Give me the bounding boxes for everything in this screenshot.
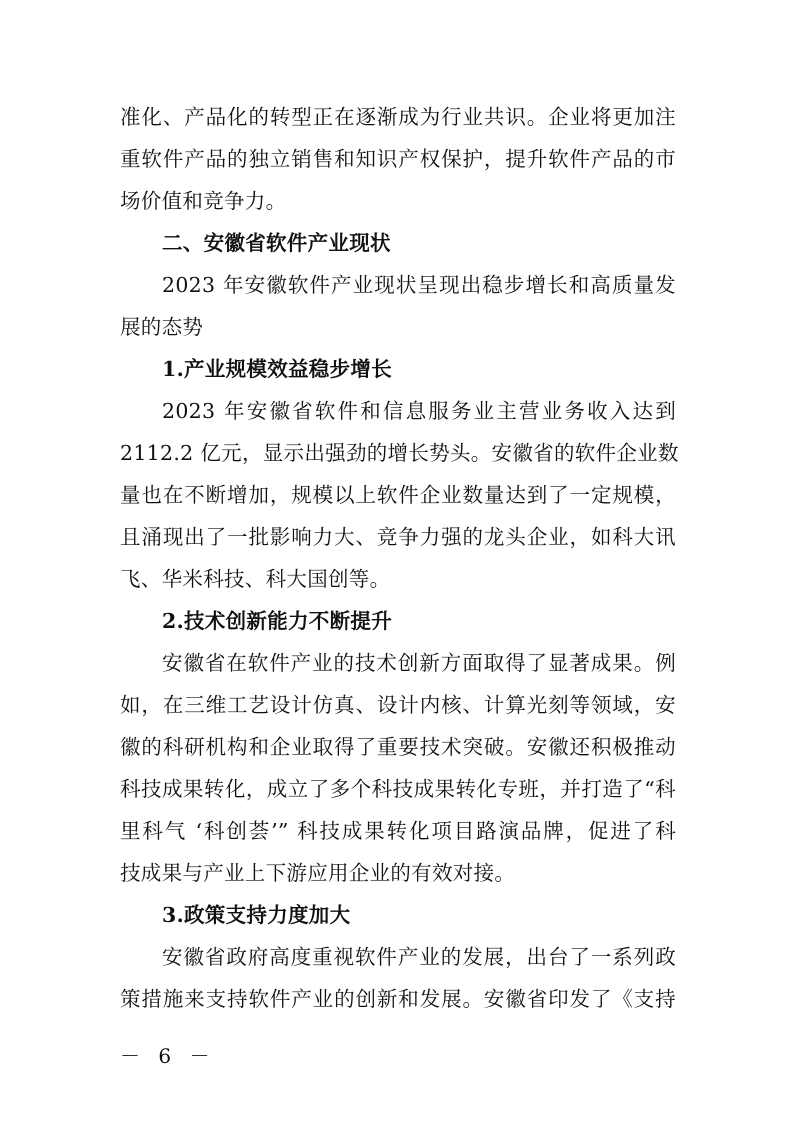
paragraph-line: 技成果与产业上下游应用企业的有效对接。 xyxy=(120,861,516,885)
paragraph-line: 准化、产品化的转型正在逐渐成为行业共识。企业将更加注 xyxy=(120,105,676,129)
section-heading: 二、安徽省软件产业现状 xyxy=(162,231,391,255)
paragraph-line: 2023 年安徽省软件和信息服务业主营业务收入达到 xyxy=(162,399,676,423)
page-number: － 6 － xyxy=(120,1044,216,1068)
paragraph-line: 里科气 ‘科创荟’” 科技成果转化项目路演品牌，促进了科 xyxy=(120,819,676,843)
paragraph-line: 2112.2 亿元，显示出强劲的增长势头。安徽省的软件企业数 xyxy=(120,441,679,465)
paragraph-line: 科技成果转化，成立了多个科技成果转化专班，并打造了“科 xyxy=(120,777,676,801)
paragraph-line: 安徽省在软件产业的技术创新方面取得了显著成果。例 xyxy=(162,651,676,675)
paragraph-line: 徽的科研机构和企业取得了重要技术突破。安徽还积极推动 xyxy=(120,735,676,759)
paragraph-line: 如，在三维工艺设计仿真、设计内核、计算光刻等领域，安 xyxy=(120,693,676,717)
paragraph-line: 且涌现出了一批影响力大、竞争力强的龙头企业，如科大讯 xyxy=(120,525,676,549)
paragraph-line: 展的态势 xyxy=(120,315,204,339)
paragraph-line: 2023 年安徽软件产业现状呈现出稳步增长和高质量发 xyxy=(162,273,676,297)
paragraph-line: 安徽省政府高度重视软件产业的发展，出台了一系列政 xyxy=(162,945,676,969)
paragraph-line: 重软件产品的独立销售和知识产权保护，提升软件产品的市 xyxy=(120,147,676,171)
paragraph-line: 量也在不断增加，规模以上软件企业数量达到了一定规模， xyxy=(120,483,676,507)
subsection-heading: 1.产业规模效益稳步增长 xyxy=(162,357,393,381)
paragraph-line: 策措施来支持软件产业的创新和发展。安徽省印发了《支持 xyxy=(120,987,676,1011)
paragraph-line: 飞、华米科技、科大国创等。 xyxy=(120,567,391,591)
subsection-heading: 3.政策支持力度加大 xyxy=(162,903,351,927)
subsection-heading: 2.技术创新能力不断提升 xyxy=(162,609,393,633)
paragraph-line: 场价值和竞争力。 xyxy=(120,189,287,213)
